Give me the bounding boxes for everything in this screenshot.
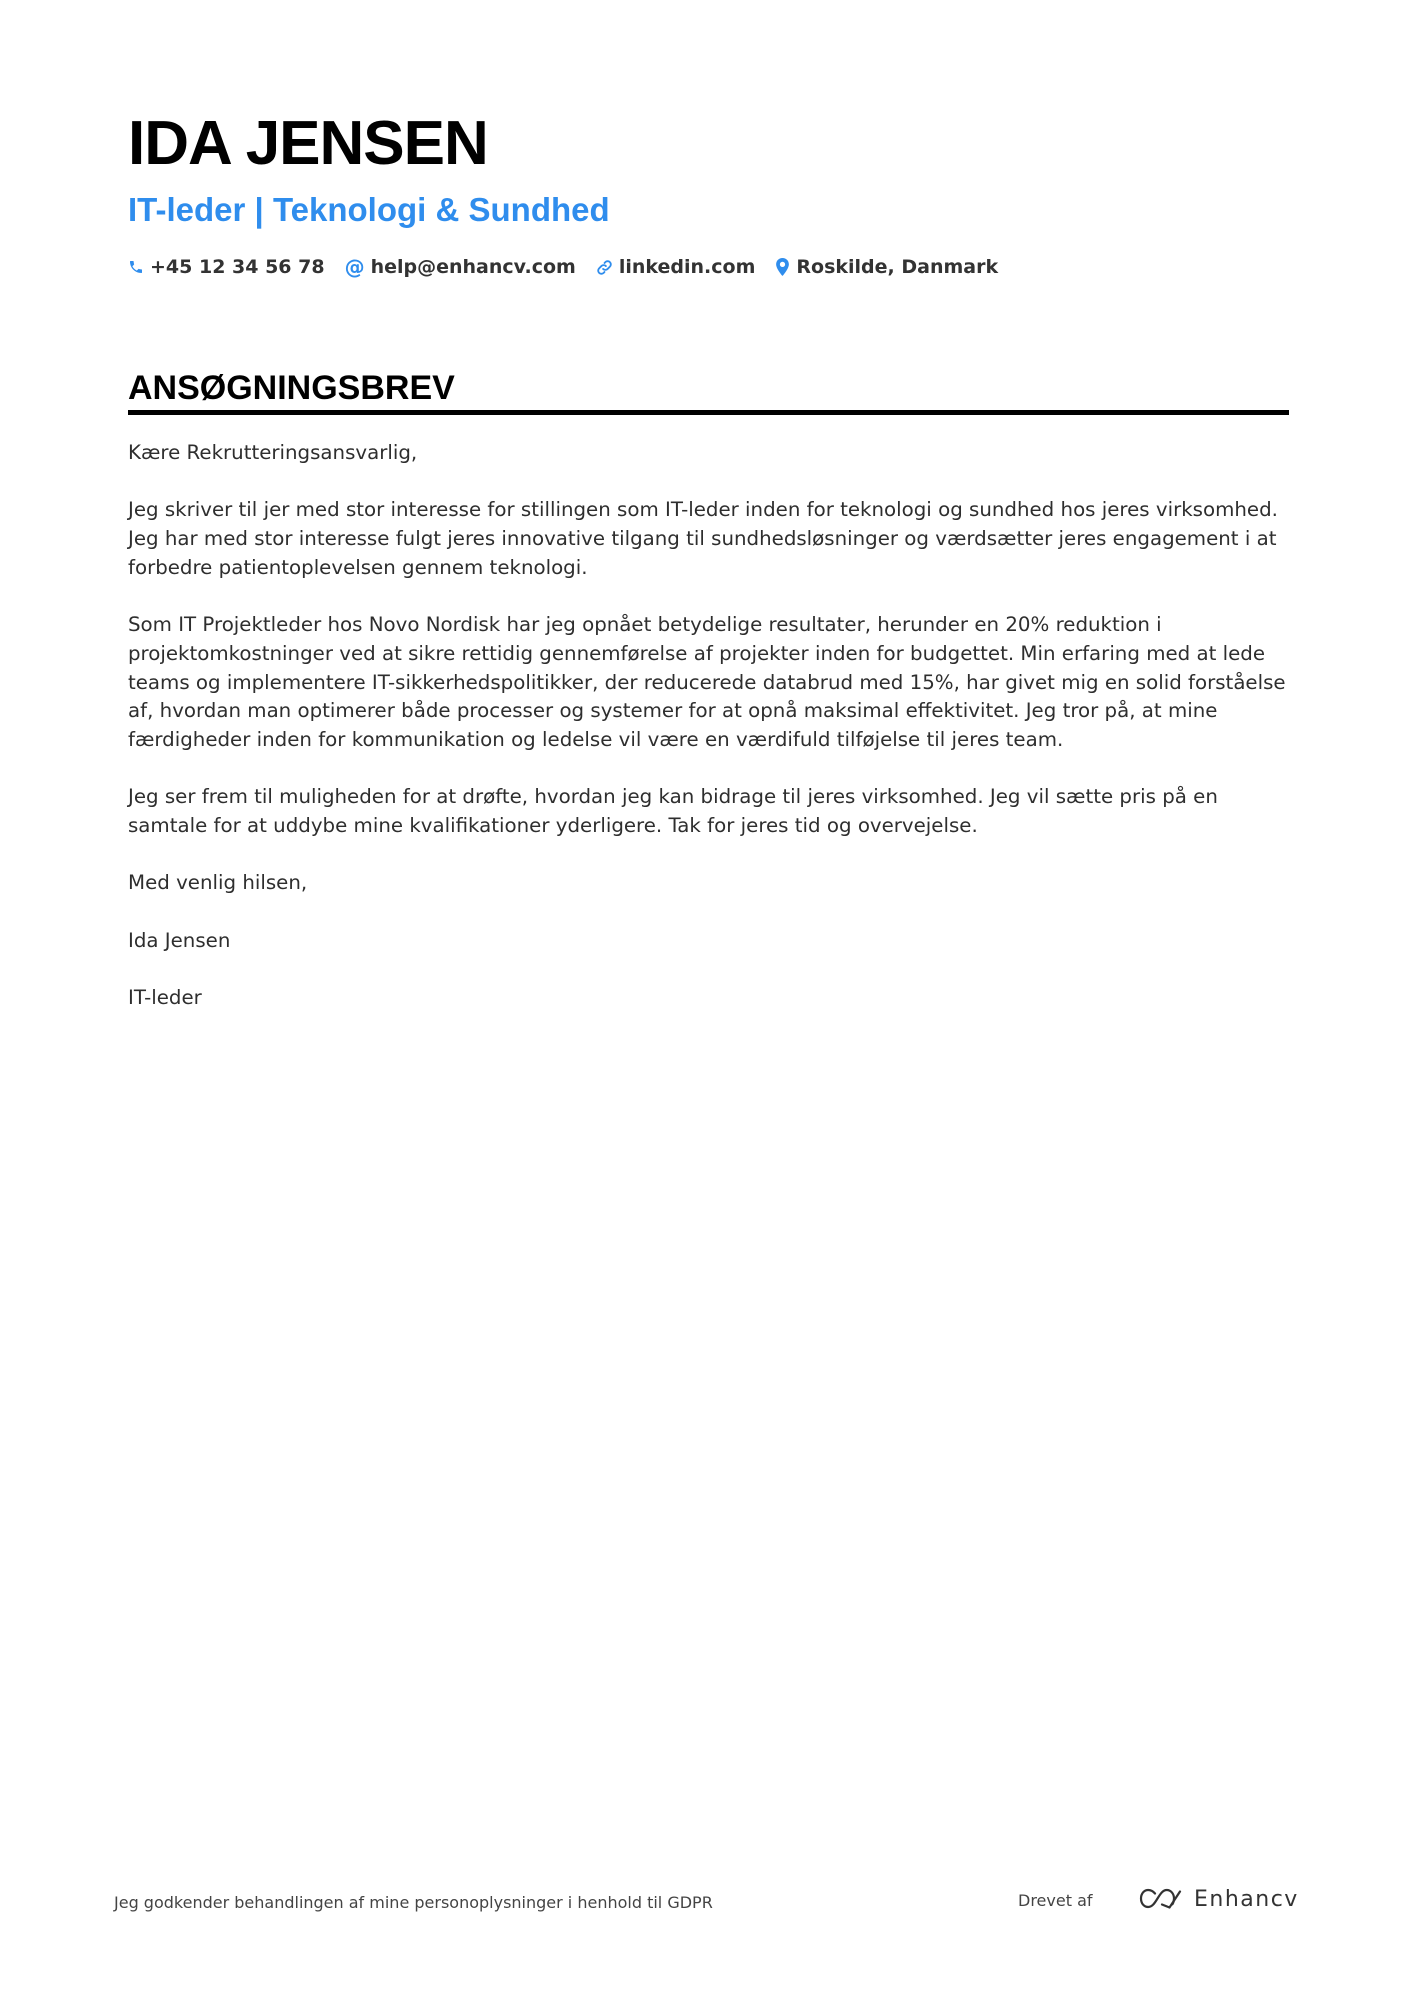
enhancv-logo-icon [1138, 1886, 1184, 1912]
phone-icon [128, 259, 144, 275]
contact-location [775, 256, 998, 278]
applicant-title: IT-leder | Teknologi & Sundhed [128, 191, 610, 228]
signature-title: IT-leder [128, 986, 202, 1010]
letter-closing: Med venlig hilsen, [128, 871, 308, 895]
contact-phone[interactable] [128, 256, 325, 278]
phone-text: +45 12 34 56 78 [150, 256, 325, 278]
linkedin-text: linkedin.com [618, 256, 756, 278]
contact-email[interactable] [345, 255, 576, 279]
location-text: Roskilde, Danmark [796, 256, 999, 278]
section-divider [128, 410, 1289, 415]
contact-linkedin[interactable] [596, 256, 756, 278]
location-pin-icon [775, 258, 790, 276]
applicant-name: IDA JENSEN [128, 109, 488, 178]
letter-body [128, 439, 1293, 1042]
letter-salutation: Kære Rekrutteringsansvarlig, [128, 441, 418, 464]
letter-paragraph: Som IT Projektleder hos Novo Nordisk har jeg opnået betydelige resultater, herunder en 20% reduktion i projektomkostninger ved at sikre rettidig gennemførelse af projekter inden for budgettet. Min erfaring med at lede teams og implementere IT-sikkerhedspolitikker, der reducerede databrud med 15%, har givet mig en solid forståelse af, hvordan man optimerer både processer og systemer for at opnå maksimal effektivitet. Jeg tror på, at mine færdigheder inden for kommunikation og ledelse vil være en værdifuld tilføjelse til jeres team. [128, 613, 1286, 751]
link-icon [596, 259, 613, 276]
gdpr-consent-text: Jeg godkender behandlingen af mine personoplysninger i henhold til GDPR [114, 1893, 713, 1912]
signature-name: Ida Jensen [128, 928, 231, 952]
email-text: help@enhancv.com [370, 256, 576, 278]
at-icon: @ [344, 255, 365, 279]
enhancv-logo[interactable] [1138, 1886, 1299, 1912]
letter-paragraph: Jeg ser frem til muligheden for at drøfte, hvordan jeg kan bidrage til jeres virksomhed. Jeg vil sætte pris på en samtale for at uddybe mine kvalifikationer yderligere. Tak for jeres tid og overvejelse. [128, 785, 1218, 838]
letter-paragraph: Jeg skriver til jer med stor interesse for stillingen som IT-leder inden for teknologi og sundhed hos jeres virksomhed. Jeg har med stor interesse fulgt jeres innovative tilgang til sundhedsløsninger og værdsætter jeres engagement i at forbedre patientoplevelsen gennem teknologi. [128, 498, 1278, 579]
contact-bar [128, 253, 1018, 281]
powered-by-label: Drevet af [1018, 1891, 1093, 1910]
brand-wordmark: Enhancv [1194, 1886, 1299, 1912]
section-title: ANSØGNINGSBREV [128, 369, 455, 407]
